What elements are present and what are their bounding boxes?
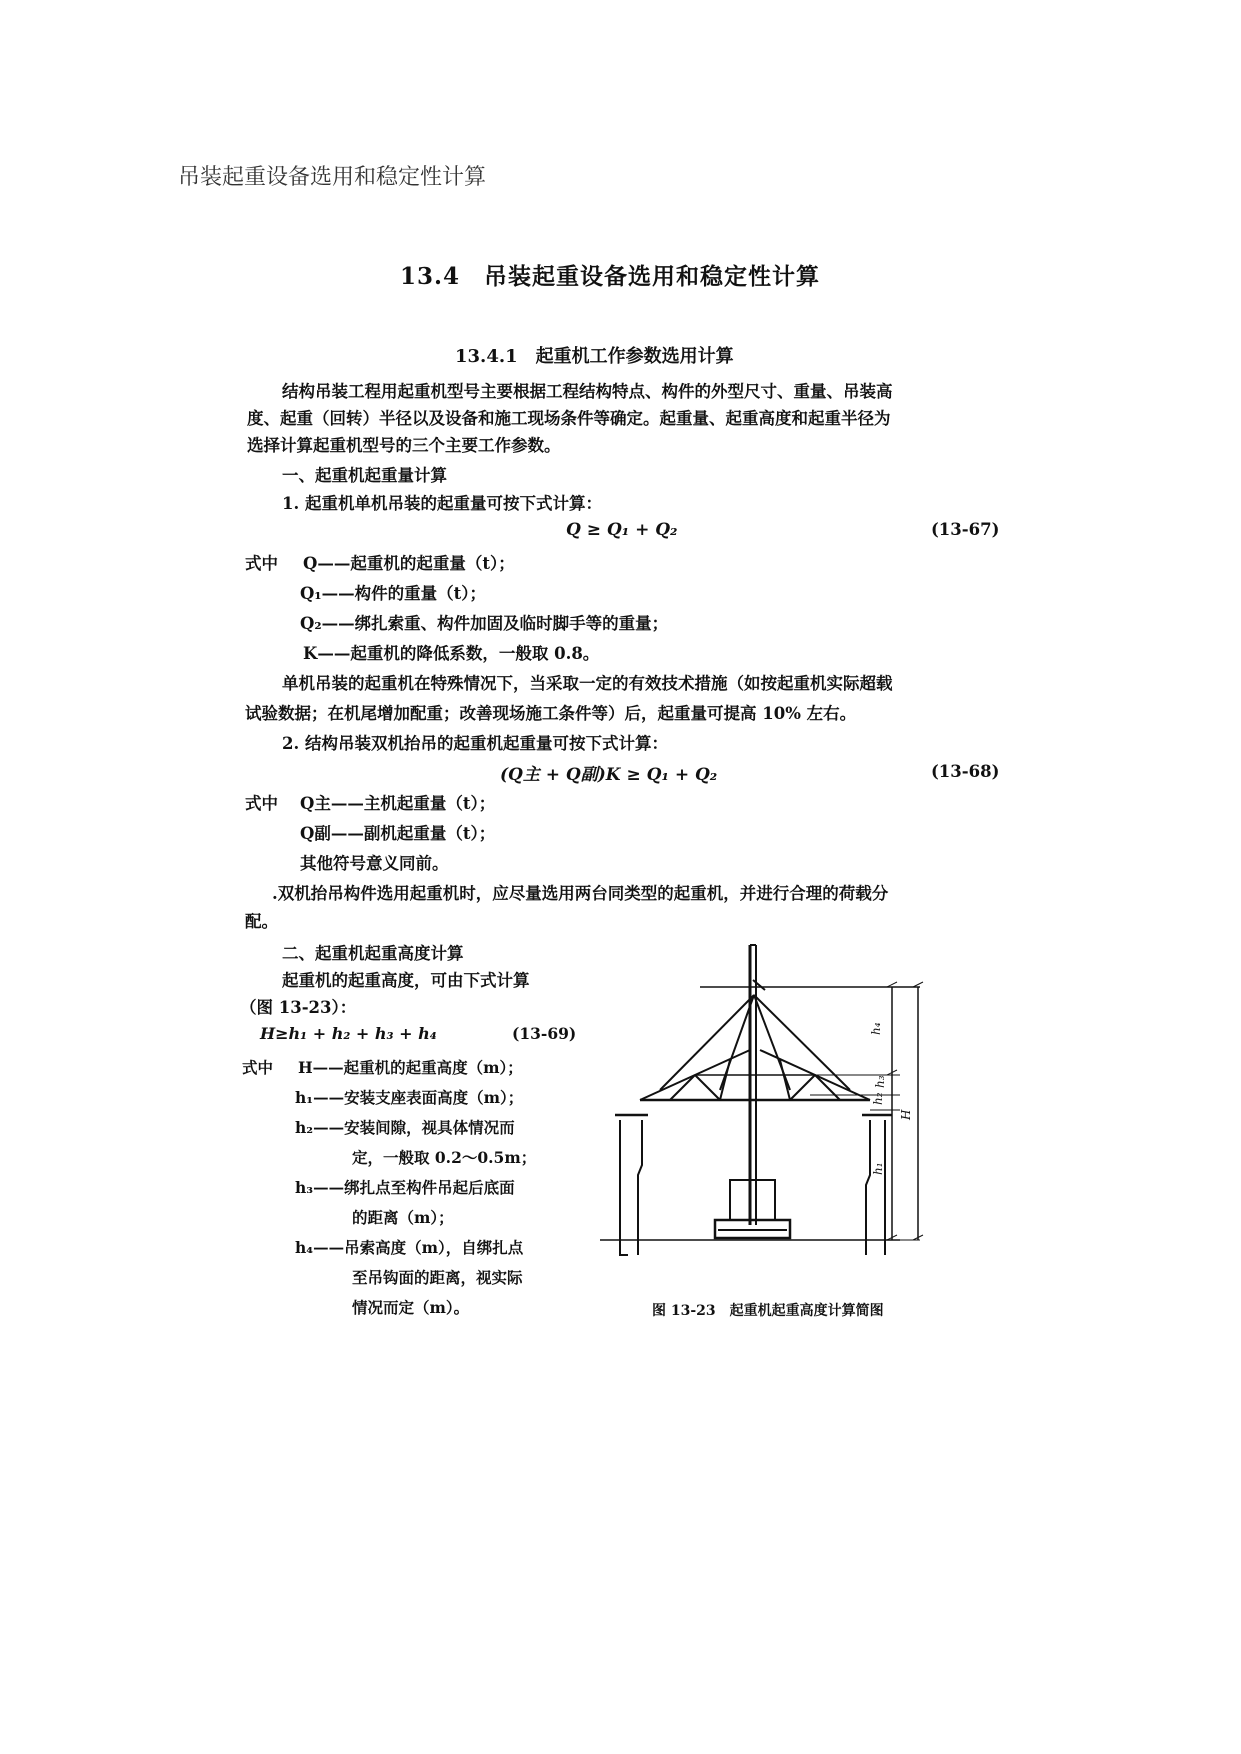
label-h2: h₂ xyxy=(871,1092,885,1105)
definition-text: ——安装间隙，视具体情况而 xyxy=(313,1118,515,1137)
definition-row xyxy=(298,1053,523,1083)
definition-text: 定，一般取 0.2～0.5m； xyxy=(352,1148,537,1167)
equation-number-13-68: (13-68) xyxy=(931,762,1000,781)
label-h1: h₁ xyxy=(871,1162,885,1175)
definition-symbol: Q xyxy=(303,554,318,573)
label-h3: h₃ xyxy=(873,1075,887,1088)
intro-line-3: 选择计算起重机型号的三个主要工作参数。 xyxy=(247,436,561,455)
item-1: 1. 起重机单机吊装的起重量可按下式计算： xyxy=(282,494,602,513)
definition-text: ——主机起重量（t）； xyxy=(330,794,496,813)
equation-13-67: Q ≥ Q₁ + Q₂ xyxy=(566,520,678,540)
definition-row xyxy=(352,1293,469,1323)
definition-symbol: h₄ xyxy=(295,1238,314,1257)
definition-row xyxy=(295,1113,515,1143)
definition-row xyxy=(352,1203,454,1233)
definition-text: ——吊索高度（m），自绑扎点 xyxy=(313,1238,524,1257)
label-h4: h₄ xyxy=(869,1022,883,1035)
definition-row xyxy=(352,1263,523,1293)
column-left xyxy=(620,1120,628,1255)
definition-text: ——起重机的降低系数，一般取 0.8。 xyxy=(317,644,600,663)
definition-symbol: h₃ xyxy=(295,1178,314,1197)
definition-text: ——绑扎索重、构件加固及临时脚手等的重量； xyxy=(321,614,669,633)
definition-row xyxy=(303,550,515,577)
figure-caption: 图 13-23 起重机起重高度计算简图 xyxy=(652,1303,884,1319)
crane-body xyxy=(730,1180,775,1220)
definition-text: 的距离（m）； xyxy=(352,1208,454,1227)
definition-symbol: Q主 xyxy=(300,794,331,813)
definition-text: ——构件的重量（t）； xyxy=(321,584,486,603)
para2-line-1: 单机吊装的起重机在特殊情况下，当采取一定的有效技术措施（如按起重机实际超载 xyxy=(282,674,893,693)
document-title: 吊装起重设备选用和稳定性计算 xyxy=(178,165,487,190)
definition-text: ——安装支座表面高度（m）； xyxy=(313,1088,524,1107)
subsection-title: 13.4.1 起重机工作参数选用计算 xyxy=(455,346,734,367)
definition-symbol: Q₁ xyxy=(300,584,322,603)
equation-13-69: H≥h₁ + h₂ + h₃ + h₄ xyxy=(260,1024,437,1043)
heading-lifting-capacity: 一、起重机起重量计算 xyxy=(282,466,447,485)
definition-symbol: Q副 xyxy=(300,824,331,843)
definition-symbol: h₂ xyxy=(295,1118,314,1137)
definition-text: 至吊钩面的距离，视实际 xyxy=(352,1268,523,1287)
definition-symbol: K xyxy=(303,644,318,663)
definition-text: ——绑扎点至构件吊起后底面 xyxy=(313,1178,515,1197)
definition-row xyxy=(300,790,495,817)
definition-symbol: H xyxy=(298,1058,313,1077)
column-right xyxy=(866,1120,870,1255)
where-label-1: 式中 xyxy=(245,554,278,573)
definition-text: ——起重机的起重高度（m）； xyxy=(312,1058,523,1077)
crane-height-diagram xyxy=(600,935,980,1280)
where-label-3: 式中 xyxy=(242,1058,274,1077)
definition-row xyxy=(300,820,495,847)
definitions-tail: 其他符号意义同前。 xyxy=(300,854,449,873)
intro-line-1: 结构吊装工程用起重机型号主要根据工程结构特点、构件的外型尺寸、重量、吊装高 xyxy=(282,382,893,401)
definition-row xyxy=(352,1143,536,1173)
label-H: H xyxy=(899,1109,913,1120)
definition-text: ——副机起重量（t）； xyxy=(330,824,496,843)
definition-row xyxy=(295,1083,523,1113)
heading-lifting-height: 二、起重机起重高度计算 xyxy=(282,944,464,963)
equation-13-68: (Q主 + Q副)K ≥ Q₁ + Q₂ xyxy=(500,765,718,785)
para3-line-2: 配。 xyxy=(245,912,278,931)
definition-row xyxy=(300,610,668,637)
intro-line-2: 度、起重（回转）半径以及设备和施工现场条件等确定。起重量、起重高度和起重半径为 xyxy=(247,409,891,428)
where-label-2: 式中 xyxy=(245,794,278,813)
equation-number-13-69: (13-69) xyxy=(512,1024,577,1043)
para2-line-2: 试验数据；在机尾增加配重；改善现场施工条件等）后，起重量可提高 10% 左右。 xyxy=(245,704,857,723)
equation-number-13-67: (13-67) xyxy=(931,520,1000,539)
para3-line-1: .双机抬吊构件选用起重机时，应尽量选用两台同类型的起重机，并进行合理的荷载分 xyxy=(272,884,889,903)
section-title: 13.4 吊装起重设备选用和稳定性计算 xyxy=(400,263,821,290)
definition-row xyxy=(300,580,486,607)
definition-text: ——起重机的起重量（t）； xyxy=(317,554,515,573)
definition-text: 情况而定（m）。 xyxy=(352,1298,470,1317)
definition-symbol: h₁ xyxy=(295,1088,314,1107)
para4-line-1: 起重机的起重高度，可由下式计算 xyxy=(282,971,530,990)
para4-line-2: （图 13-23）： xyxy=(240,998,357,1017)
definition-row xyxy=(303,640,599,667)
definition-symbol: Q₂ xyxy=(300,614,322,633)
definition-row xyxy=(295,1173,515,1203)
definition-row xyxy=(295,1233,523,1263)
item-2: 2. 结构吊装双机抬吊的起重机起重量可按下式计算： xyxy=(282,734,668,753)
